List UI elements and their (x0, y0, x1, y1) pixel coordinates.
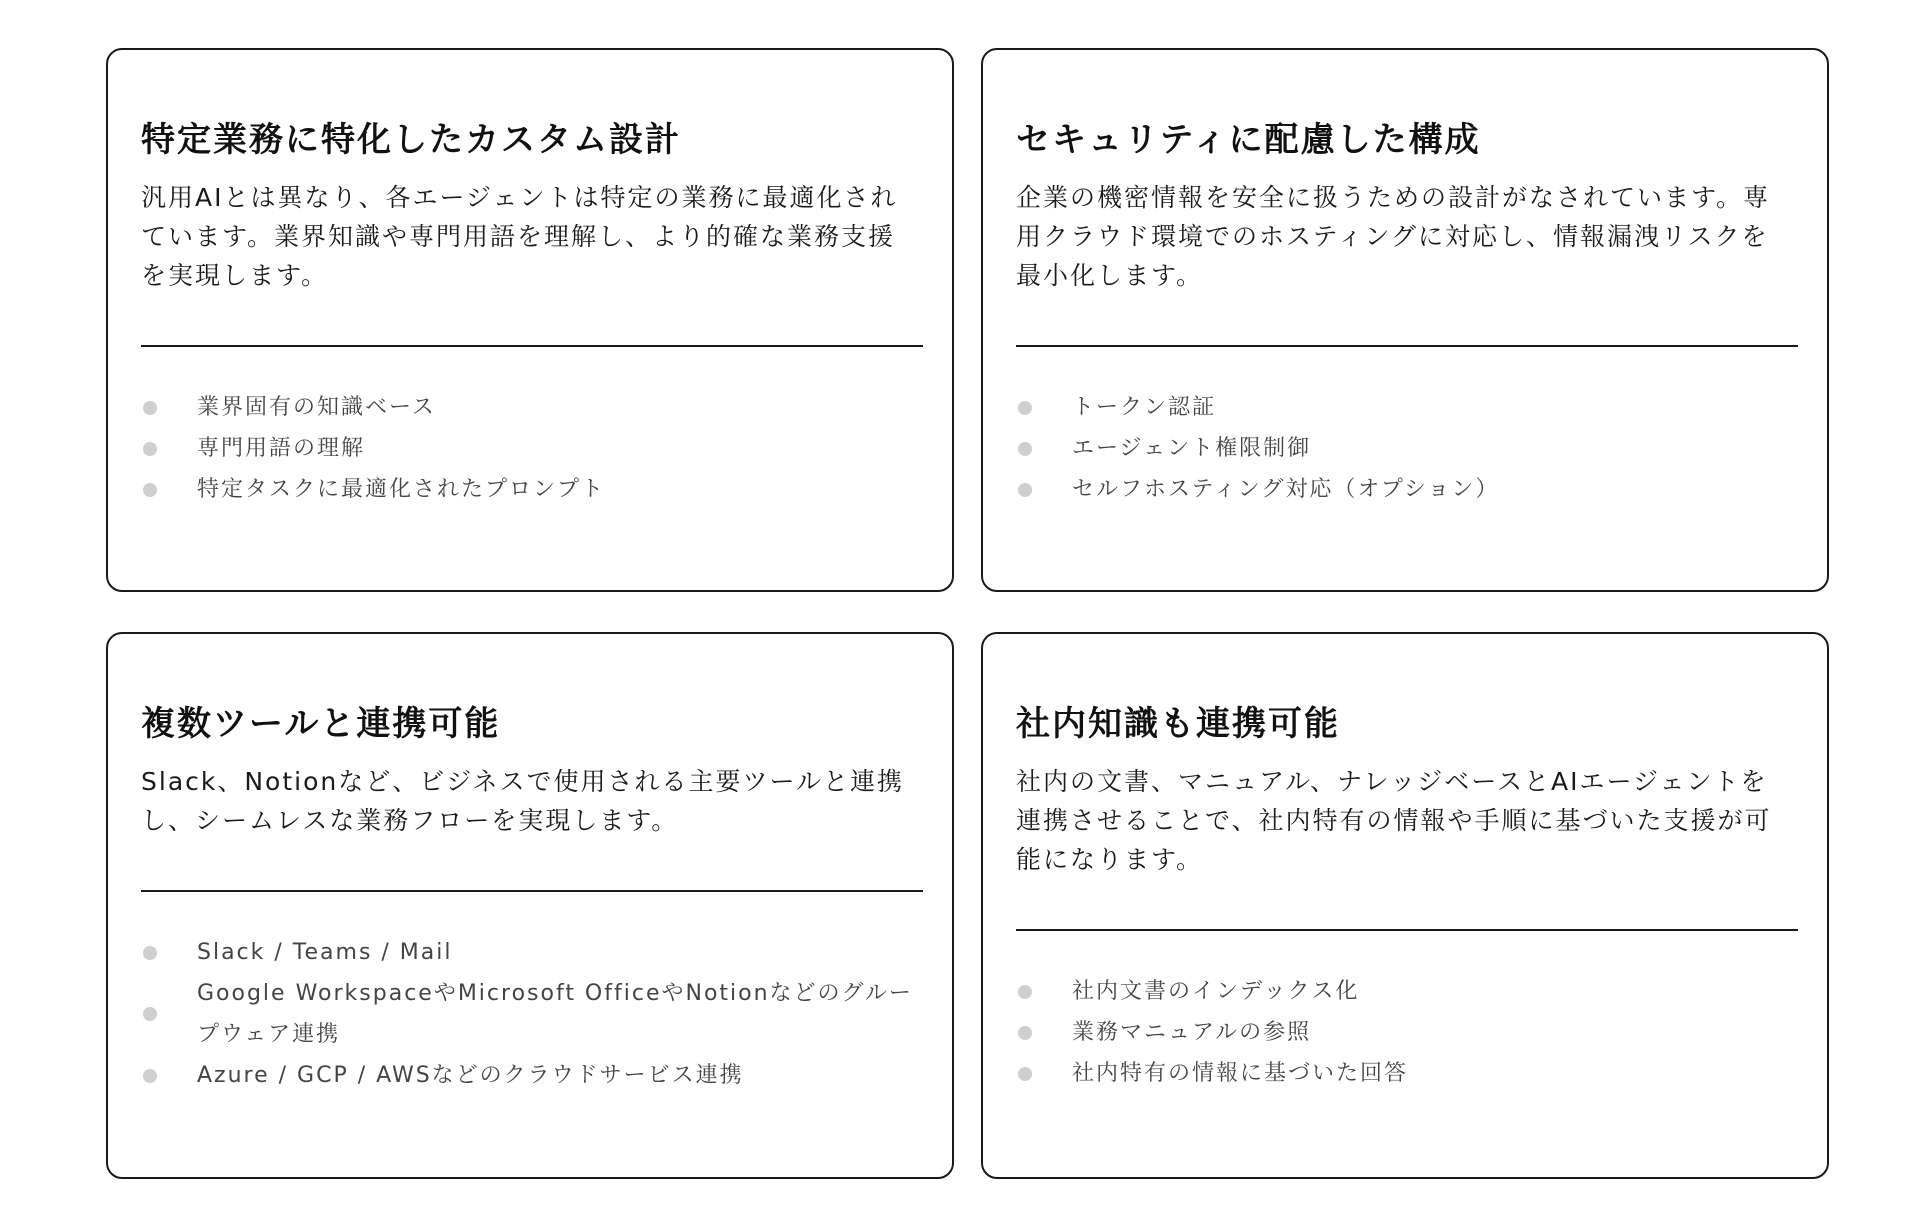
list-item (1016, 971, 1794, 1012)
card-divider (1016, 345, 1798, 347)
bullet-dot-icon (143, 946, 157, 960)
card-description: Slack、Notionなど、ビジネスで使用される主要ツールと連携し、シームレスな業務フローを実現します。 (141, 767, 904, 835)
card-title: 社内知識も連携可能 (1016, 704, 1340, 744)
list-item (1016, 428, 1794, 469)
bullet-dot-icon (1018, 985, 1032, 999)
card-divider (141, 890, 923, 892)
feature-text: 社内文書のインデックス化 (1072, 979, 1360, 1004)
feature-list (141, 932, 919, 1096)
list-item (141, 387, 919, 428)
feature-card-tool-integration (106, 632, 954, 1179)
feature-list (141, 387, 919, 510)
card-description: 企業の機密情報を安全に扱うための設計がなされています。専用クラウド環境でのホスティングに対応し、情報漏洩リスクを最小化します。 (1016, 183, 1771, 290)
list-item (141, 1055, 919, 1096)
list-item (141, 973, 919, 1055)
list-item (1016, 469, 1794, 510)
feature-text: 業務マニュアルの参照 (1072, 1020, 1312, 1045)
bullet-dot-icon (143, 483, 157, 497)
feature-text: 特定タスクに最適化されたプロンプト (197, 477, 606, 502)
feature-text: 専門用語の理解 (197, 436, 366, 461)
feature-text: 社内特有の情報に基づいた回答 (1072, 1061, 1409, 1086)
feature-card-custom-design (106, 48, 954, 592)
bullet-dot-icon (1018, 483, 1032, 497)
feature-text: Google WorkspaceやMicrosoft OfficeやNotionなどのグループウェア連携 (197, 981, 913, 1047)
list-item (141, 469, 919, 510)
card-title: セキュリティに配慮した構成 (1016, 120, 1481, 160)
feature-text: セルフホスティング対応（オプション） (1072, 477, 1500, 502)
feature-text: エージェント権限制御 (1072, 436, 1312, 461)
feature-card-security (981, 48, 1829, 592)
list-item (1016, 1053, 1794, 1094)
list-item (1016, 387, 1794, 428)
card-description: 汎用AIとは異なり、各エージェントは特定の業務に最適化されています。業界知識や専門用語を理解し、より的確な業務支援を実現します。 (141, 183, 898, 290)
bullet-dot-icon (1018, 1026, 1032, 1040)
feature-list (1016, 387, 1794, 510)
list-item (141, 428, 919, 469)
card-description: 社内の文書、マニュアル、ナレッジベースとAIエージェントを連携させることで、社内特有の情報や手順に基づいた支援が可能になります。 (1016, 767, 1772, 874)
feature-text: 業界固有の知識ベース (197, 395, 436, 420)
bullet-dot-icon (143, 1007, 157, 1021)
bullet-dot-icon (143, 1069, 157, 1083)
feature-text: Slack / Teams / Mail (197, 940, 453, 965)
card-title: 複数ツールと連携可能 (141, 704, 501, 744)
bullet-dot-icon (143, 442, 157, 456)
list-item (141, 932, 919, 973)
card-divider (1016, 929, 1798, 931)
feature-card-grid (106, 48, 1829, 1179)
feature-text: トークン認証 (1072, 395, 1217, 420)
bullet-dot-icon (143, 401, 157, 415)
bullet-dot-icon (1018, 1067, 1032, 1081)
card-divider (141, 345, 923, 347)
bullet-dot-icon (1018, 442, 1032, 456)
feature-list (1016, 971, 1794, 1094)
list-item (1016, 1012, 1794, 1053)
card-title: 特定業務に特化したカスタム設計 (141, 120, 681, 160)
feature-text: Azure / GCP / AWSなどのクラウドサービス連携 (197, 1063, 744, 1088)
bullet-dot-icon (1018, 401, 1032, 415)
feature-card-internal-knowledge (981, 632, 1829, 1179)
